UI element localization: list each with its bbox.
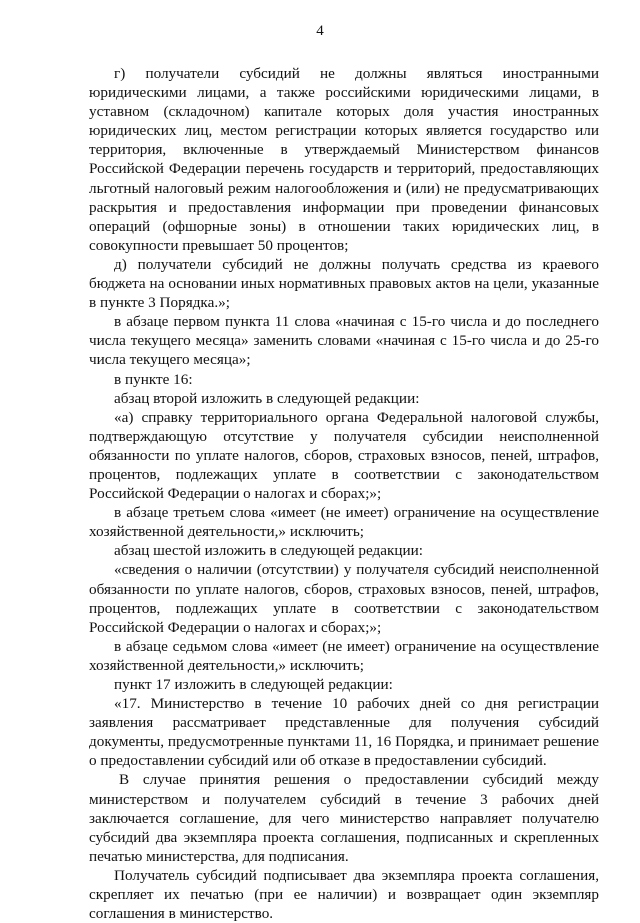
- paragraph-svedeniya: «сведения о наличии (отсутствии) у получателя субсидий неисполненной обязанности по уплате налогов, сборов, страховых взносов, пеней, штрафов, процентов, подлежащих уплате в соответствии с законодательством Российской Федерации о налогах и сборах;»;: [89, 561, 599, 636]
- document-body: [89, 64, 599, 923]
- paragraph-abzac-2: абзац второй изложить в следующей редакции:: [114, 389, 420, 407]
- paragraph-a-spravka: «а) справку территориального органа Федеральной налоговой службы, подтверждающую отсутствие у получателя субсидии неисполненной обязанности по уплате налогов, сборов, страховых взносов, пеней, штрафов, процентов, подлежащих уплате в соответствии с законодательством Российской Федерации о налогах и сборах;»;: [89, 408, 599, 503]
- paragraph-decision: В случае принятия решения о предоставлении субсидий между министерством и получателем субсидий в течение 3 рабочих дней заключается соглашение, для чего министерство направляет получателю субсидий два экземпляра проекта соглашения, подписанных и скрепленных печатью министерства, для подписания.: [89, 771, 599, 865]
- paragraph-point-16: в пункте 16:: [114, 370, 193, 388]
- paragraph-g: г) получатели субсидий не должны являться иностранными юридическими лицами, а также российскими юридическими лицами, в уставном (складочном) капитале которых доля участия иностранных юридических лиц, местом регистрации которых является государство или территория, включенные в утверждаемый Министерством финансов Российской Федерации перечень государств и территорий, предоставляющих льготный налоговый режим налогообложения и (или) не предусматривающих раскрытия и предоставления информации при проведении финансовых операций (офшорные зоны) в отношении таких юридических лиц, в совокупности превышает 50 процентов;: [89, 65, 599, 254]
- page-number: 4: [316, 23, 324, 39]
- paragraph-17-ministry: «17. Министерство в течение 10 рабочих дней со дня регистрации заявления рассматривает представленные для получения субсидий документы, предусмотренные пунктами 11, 16 Порядка, и принимает решение о предоставлении субсидий или об отказе в предоставлении субсидий.: [89, 695, 599, 770]
- paragraph-point-17: пункт 17 изложить в следующей редакции:: [114, 676, 393, 693]
- paragraph-d: д) получатели субсидий не должны получать средства из краевого бюджета на основании иных нормативных правовых актов на цели, указанные в пункте 3 Порядка.»;: [89, 255, 599, 312]
- paragraph-point-11: в абзаце первом пункта 11 слова «начиная с 15-го числа и до последнего числа текущего месяца» заменить словами «начиная с 15-го числа и до 25-го числа текущего месяца»;: [89, 313, 599, 369]
- paragraph-abzac-6: абзац шестой изложить в следующей редакции:: [114, 542, 423, 560]
- paragraph-abzac-3: в абзаце третьем слова «имеет (не имеет) ограничение на осуществление хозяйственной деятельности,» исключить;: [89, 504, 599, 541]
- paragraph-abzac-7: в абзаце седьмом слова «имеет (не имеет) ограничение на осуществление хозяйственной деятельности,» исключить;: [89, 637, 599, 674]
- paragraph-recipient-signs: Получатель субсидий подписывает два экземпляра проекта соглашения, скрепляет их печатью (при ее наличии) и возвращает один экземпляр соглашения в министерство.: [89, 866, 599, 923]
